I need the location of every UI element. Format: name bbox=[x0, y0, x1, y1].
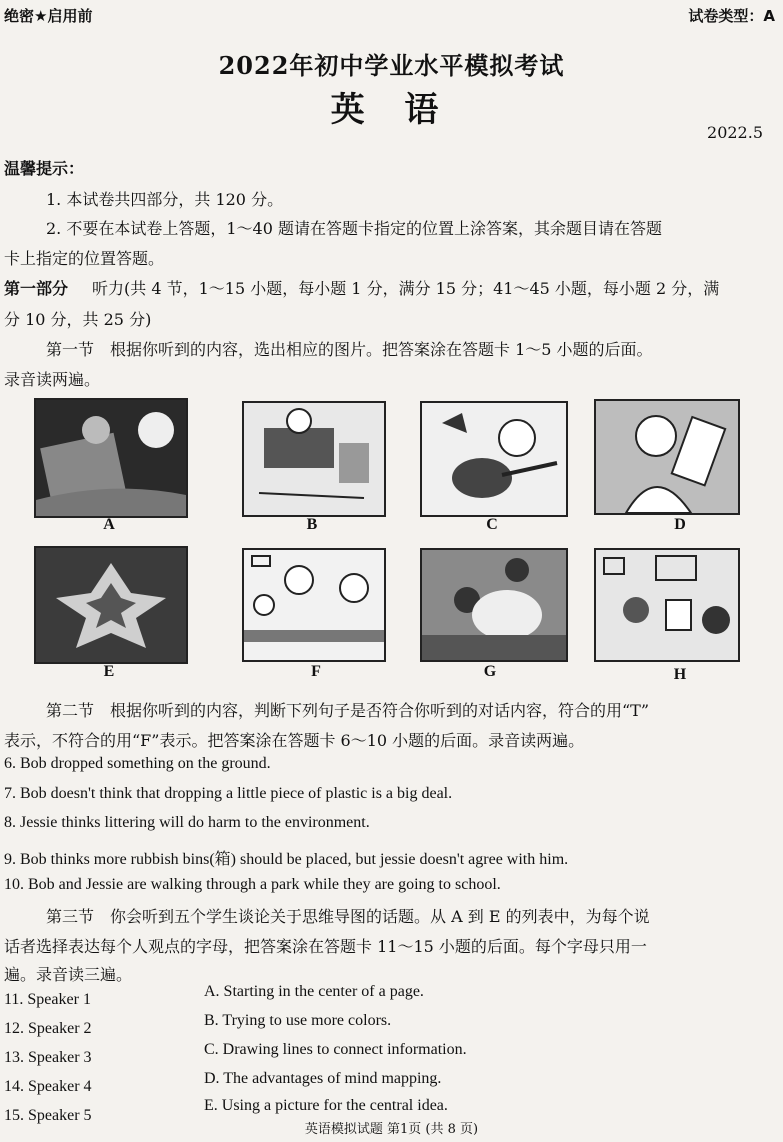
option-a: A. Starting in the center of a page. bbox=[204, 983, 424, 1000]
tips-heading: 温馨提示： bbox=[4, 159, 85, 178]
exam-title: 2022年初中学业水平模拟考试 bbox=[218, 51, 565, 80]
part1-description-cont: 分 10 分，共 25 分) bbox=[4, 310, 152, 329]
picture-e bbox=[34, 546, 188, 664]
picture-g bbox=[420, 548, 568, 662]
picture-a bbox=[34, 398, 188, 518]
speaker-3: 13. Speaker 3 bbox=[4, 1049, 92, 1066]
section3-instruction-cont2: 遍。录音读三遍。 bbox=[4, 965, 133, 984]
question-6: 6. Bob dropped something on the ground. bbox=[4, 755, 271, 772]
confidential-label: 绝密★启用前 bbox=[4, 7, 93, 25]
option-e: E. Using a picture for the central idea. bbox=[204, 1097, 448, 1114]
tip-item-2-cont: 卡上指定的位置答题。 bbox=[4, 249, 165, 268]
picture-c bbox=[420, 401, 568, 517]
part1-description: 听力(共 4 节，1～15 小题，每小题 1 分，满分 15 分；41～45 小题，每小题 2 分，满 bbox=[92, 279, 720, 298]
picture-d bbox=[594, 399, 740, 515]
speaker-5: 15. Speaker 5 bbox=[4, 1107, 92, 1124]
picture-f-label: F bbox=[311, 663, 321, 680]
section3-instruction: 第三节 你会听到五个学生谈论关于思维导图的话题。从 A 到 E 的列表中，为每个说 bbox=[46, 907, 650, 926]
section2-instruction: 第二节 根据你听到的内容，判断下列句子是否符合你听到的对话内容，符合的用“T” bbox=[46, 701, 650, 720]
section1-instruction-cont: 录音读两遍。 bbox=[4, 370, 101, 389]
option-c: C. Drawing lines to connect information. bbox=[204, 1041, 467, 1058]
picture-g-label: G bbox=[483, 663, 497, 680]
page-footer: 英语模拟试题 第1页 (共 8 页) bbox=[304, 1122, 479, 1137]
picture-f bbox=[242, 548, 386, 662]
tip-item-1: 1. 本试卷共四部分，共 120 分。 bbox=[46, 190, 284, 209]
picture-b-label: B bbox=[306, 516, 318, 533]
speaker-4: 14. Speaker 4 bbox=[4, 1078, 92, 1095]
tip-item-2: 2. 不要在本试卷上答题，1～40 题请在答题卡指定的位置上涂答案，其余题目请在答题 bbox=[46, 219, 662, 238]
option-b: B. Trying to use more colors. bbox=[204, 1012, 392, 1029]
paper-type-label: 试卷类型：A bbox=[688, 7, 775, 25]
section1-instruction: 第一节 根据你听到的内容，选出相应的图片。把答案涂在答题卡 1～5 小题的后面。 bbox=[46, 340, 653, 359]
section3-instruction-cont: 话者选择表达每个人观点的字母，把答案涂在答题卡 11～15 小题的后面。每个字母只用一 bbox=[4, 937, 647, 956]
question-8: 8. Jessie thinks littering will do harm to the environment. bbox=[4, 814, 370, 831]
part1-label: 第一部分 bbox=[4, 279, 69, 298]
speaker-1: 11. Speaker 1 bbox=[4, 991, 91, 1008]
picture-a-label: A bbox=[103, 516, 115, 533]
picture-d-label: D bbox=[674, 516, 686, 533]
section2-instruction-cont: 表示，不符合的用“F”表示。把答案涂在答题卡 6～10 小题的后面。录音读两遍。 bbox=[4, 731, 585, 750]
question-7: 7. Bob doesn't think that dropping a little piece of plastic is a big deal. bbox=[4, 785, 453, 802]
picture-h-label: H bbox=[673, 666, 687, 683]
picture-h bbox=[594, 548, 740, 662]
picture-e-label: E bbox=[103, 663, 115, 680]
question-9: 9. Bob thinks more rubbish bins(箱) should be placed, but jessie doesn't agree with him. bbox=[4, 851, 569, 868]
exam-date: 2022.5 bbox=[707, 123, 763, 142]
option-d: D. The advantages of mind mapping. bbox=[204, 1070, 442, 1087]
subject-title: 英 语 bbox=[330, 90, 453, 130]
question-10: 10. Bob and Jessie are walking through a park while they are going to school. bbox=[4, 876, 501, 893]
picture-c-label: C bbox=[486, 516, 498, 533]
picture-b bbox=[242, 401, 386, 517]
speaker-2: 12. Speaker 2 bbox=[4, 1020, 92, 1037]
